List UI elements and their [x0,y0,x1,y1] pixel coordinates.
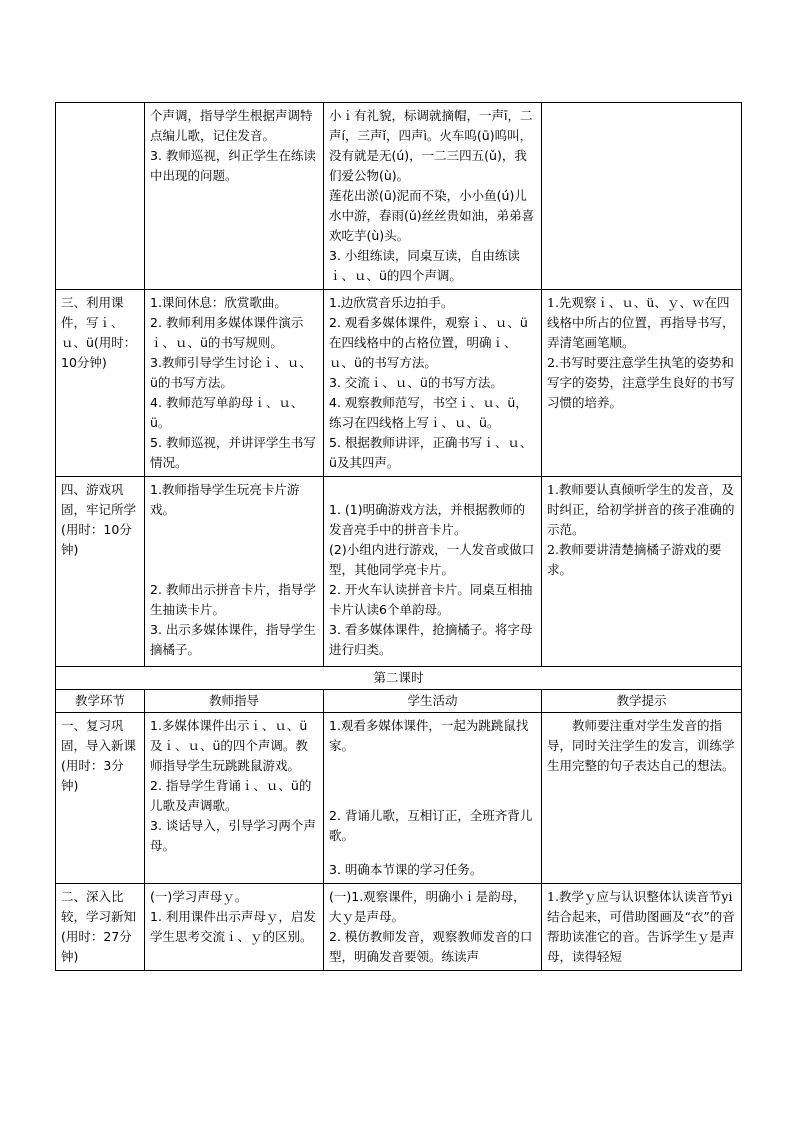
stage-cell: 一、复习巩固，导入新课(用时：3分钟) [56,713,145,884]
activity-cell [324,477,542,667]
activity-cell [324,103,542,290]
table-row [56,713,742,884]
guide-cell [145,290,324,477]
guide-item: 2. 教师利用多媒体课件演示ｉ、ｕ、ü的书写规则。 [150,315,304,350]
lesson-plan-table [55,102,742,971]
activity-item: 1.边欣赏音乐边拍手。 [329,295,454,310]
header-guide: 教师指导 [145,690,324,713]
activity-item: 小ｉ有礼貌，标调就摘帽，一声ī，二声í，三声ǐ，四声ì。火车呜(ū)呜叫，没有就是无(ú)，一二三四五(ǔ)，我们爱公物(ù)。 [329,108,533,183]
header-tip: 教学提示 [542,690,742,713]
table-row [56,290,742,477]
section-row [56,667,742,690]
table-row [56,477,742,667]
activity-item: 1.观看多媒体课件，一起为跳跳鼠找家。 [329,718,529,753]
guide-cell [145,477,324,667]
guide-item: 3. 谈话导入，引导学习两个声母。 [150,818,316,853]
activity-cell [324,290,542,477]
activity-item: (一)1.观察课件，明确小ｉ是韵母，大ｙ是声母。 [329,889,526,924]
tip-item: 1.先观察ｉ、ｕ、ü、ｙ、ｗ在四线格中所占的位置，再指导书写，弄清笔画笔顺。 [547,295,735,350]
activity-item: 2. 背诵儿歌，互相订正，全班齐背儿歌。 [329,808,533,843]
stage-cell: 三、利用课件，写ｉ、ｕ、ü(用时：10分钟) [56,290,145,477]
guide-item: 1.教师指导学生玩亮卡片游戏。 [150,482,300,517]
guide-cell [145,103,324,290]
guide-cell [145,713,324,884]
activity-item: 3. 明确本节课的学习任务。 [329,862,483,877]
tip-cell [542,477,742,667]
guide-item: 3. 教师巡视，纠正学生在练读中出现的问题。 [150,148,316,183]
guide-item: 3. 出示多媒体课件，指导学生摘橘子。 [150,622,316,657]
activity-item: 1. (1)明确游戏方法，并根据教师的发音亮手中的拼音卡片。 [329,502,526,537]
tip-cell [542,290,742,477]
tip-item: 2.教师要讲清楚摘橘子游戏的要求。 [547,542,722,577]
tip-item: 1.教学ｙ应与认识整体认读音节yi结合起来，可借助图画及“衣”的音帮助读准它的音。告诉学生ｙ是声母，读得轻短 [547,889,735,964]
tip-cell [542,713,742,884]
activity-item: 3. 看多媒体课件，抢摘橘子。将字母进行归类。 [329,622,533,657]
stage-cell: 四、游戏巩固，牢记所学(用时：10分钟) [56,477,145,667]
guide-item: 2. 教师出示拼音卡片，指导学生抽读卡片。 [150,582,316,617]
activity-cell [324,713,542,884]
header-activity: 学生活动 [324,690,542,713]
header-row [56,690,742,713]
stage-cell [56,103,145,290]
guide-item: 1. 利用课件出示声母ｙ，启发学生思考交流ｉ、ｙ的区别。 [150,909,316,944]
tip-item: 教师要注重对学生发音的指导，同时关注学生的发言，训练学生用完整的句子表达自己的想法。 [547,718,735,773]
guide-item: 1.多媒体课件出示ｉ、ｕ、ü及ｉ、ｕ、ü的四个声调。教师指导学生玩跳跳鼠游戏。 [150,718,308,773]
guide-item: 2. 指导学生背诵ｉ、ｕ、ü的儿歌及声调歌。 [150,778,312,813]
guide-item: 1.课间休息：欣赏歌曲。 [150,295,287,310]
activity-item: 2. 开火车认读拼音卡片。同桌互相抽卡片认读6个单韵母。 [329,582,533,617]
guide-cell [145,884,324,971]
guide-item: 3.教师引导学生讨论ｉ、ｕ、ü的书写方法。 [150,355,312,390]
table-row [56,884,742,971]
tip-cell [542,884,742,971]
activity-item: 3. 交流ｉ、ｕ、ü的书写方法。 [329,375,503,390]
activity-item: 莲花出淤(ū)泥而不染，小小鱼(ú)儿水中游，春雨(ǔ)丝丝贵如油，弟弟喜欢吃芋(ù)头。 [329,188,535,243]
tip-cell [542,103,742,290]
header-stage: 教学环节 [56,690,145,713]
guide-item: 4. 教师范写单韵母ｉ、ｕ、ü。 [150,395,304,430]
activity-item: 2. 观看多媒体课件，观察ｉ、ｕ、ü在四线格中的占格位置，明确ｉ、ｕ、ü的书写方法。 [329,315,528,370]
guide-item: 个声调，指导学生根据声调特点编儿歌，记住发音。 [150,108,313,143]
guide-item: 5. 教师巡视，并讲评学生书写情况。 [150,435,316,470]
activity-item: 2. 模仿教师发音，观察教师发音的口型，明确发音要领。练读声 [329,929,533,964]
activity-cell [324,884,542,971]
guide-item: (一)学习声母ｙ。 [150,889,248,904]
section-title: 第二课时 [56,667,742,690]
table-row [56,103,742,290]
stage-cell: 二、深入比较，学习新知(用时：27分钟) [56,884,145,971]
activity-item: 5. 根据教师讲评，正确书写ｉ、ｕ、ü及其四声。 [329,435,533,470]
activity-item: (2)小组内进行游戏，一人发音或做口型，其他同学亮卡片。 [329,542,535,577]
tip-item: 2.书写时要注意学生执笔的姿势和写字的姿势，注意学生良好的书写习惯的培养。 [547,355,735,410]
tip-item: 1.教师要认真倾听学生的发音，及时纠正，给初学拼音的孩子准确的示范。 [547,482,735,537]
activity-item: 3. 小组练读，同桌互读，自由练读ｉ、ｕ、ü的四个声调。 [329,248,520,283]
activity-item: 4. 观察教师范写，书空ｉ、ｕ、ü，练习在四线格上写ｉ、ｕ、ü。 [329,395,528,430]
